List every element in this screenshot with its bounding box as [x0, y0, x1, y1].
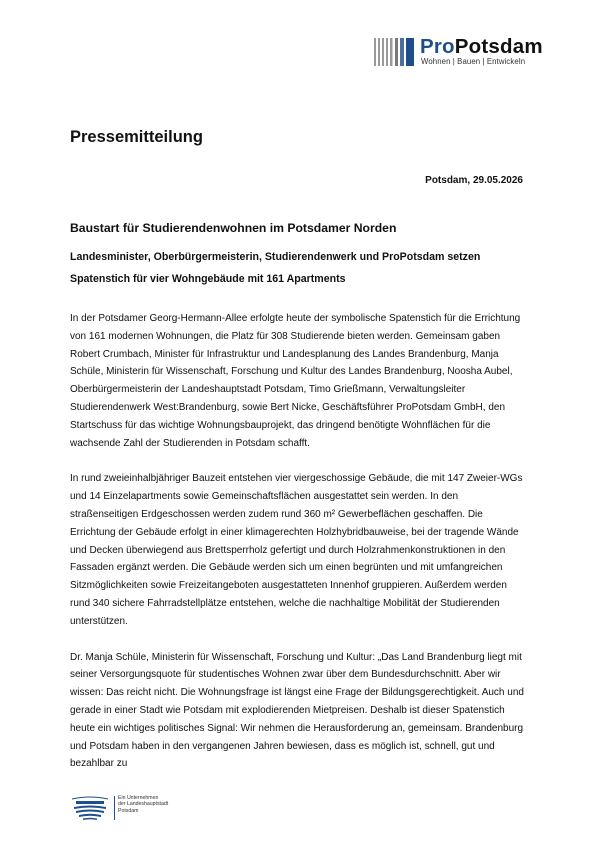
- footer-divider: [114, 796, 115, 820]
- paragraph: In der Potsdamer Georg-Hermann-Allee erfolgte heute der symbolische Spatenstich für die Errichtung von 161 modernen Wohnungen, die Platz für 308 Studierende bieten werden. Gemeinsam gaben Robert Crumbach, Minister für Infrastruktur und Landesplanung des Landes Brandenburg, Manja Schüle, Ministerin für Wissenschaft, Forschung und Kultur des Landes Brandenburg, Noosha Aubel, Oberbürgermeisterin der Landeshauptstadt Potsdam, Timo Grießmann, Verwaltungsleiter Studierendenwerk West:Brandenburg, sowie Bert Nicke, Geschäftsführer ProPotsdam GmbH, den Startschuss für das wichtige Wohnungsbauprojekt, das dringend benötigte Wohnflächen für die wachsende Zahl der Studierenden in Potsdam schafft.: [70, 313, 521, 449]
- footer-line: Ein Unternehmen: [118, 795, 159, 801]
- propotsdam-bars-logo-icon: [374, 36, 416, 68]
- place-date: Potsdam, 29.05.2026: [425, 175, 523, 186]
- subheadline: Landesminister, Oberbürgermeisterin, Studierendenwerk und ProPotsdam setzen Spatenstich für vier Wohngebäude mit 161 Apartments: [70, 251, 481, 285]
- paragraph: Dr. Manja Schüle, Ministerin für Wissenschaft, Forschung und Kultur: „Das Land Brandenburg liegt mit seiner Versorgungsquote für studentisches Wohnen zwar über dem Bundesdurchschnitt. Aber wir wissen: Das reicht nicht. Die Wohnungsfrage ist längst eine Frage der Bildungsgerechtigkeit. Auch und gerade in einer Stadt wie Potsdam mit explodierenden Mietpreisen. Deshalb ist dieser Spatenstich heute ein wichtiges politisches Signal: Wir nehmen die Herausforderung an, gemeinsam. Brandenburg und Potsdam haben in den vergangenen Jahren bewiesen, dass es möglich ist, schnell, gut und bezahlbar zu: [70, 651, 524, 770]
- footer-text: [118, 795, 198, 814]
- propotsdam-logo: [374, 36, 554, 70]
- footer-line: der Landeshauptstadt: [118, 801, 169, 808]
- potsdam-city-emblem-icon: [70, 795, 110, 821]
- logo-name-part1: Pro: [420, 35, 455, 58]
- logo-wordmark: [420, 37, 543, 57]
- paragraph: In rund zweieinhalbjähriger Bauzeit entstehen vier viergeschossige Gebäude, die mit 147 Zweier-WGs und 14 Einzelapartments sowie Gemeinschaftsflächen ausgestattet sein werden. In den straßenseitigen Erdgeschossen werden zudem rund 360 m² Gewerbeflächen geschaffen. Die Errichtung der Gebäude erfolgt in einer klimagerechten Holzhybridbauweise, bei der tragende Wände und Decken überwiegend aus Brettsperrholz gefertigt und durch Holzrahmenkonstruktionen in den Fassaden ergänzt werden. Die Gebäude werden sich um einen begrünten und mit umfangreichen Sitzmöglichkeiten sowie Freizeitangeboten ausgestatteten Innenhof gruppieren. Außerdem werden rund 340 sichere Fahrradstellplätze entstehen, welche die nachhaltige Mobilität der Studierenden unterstützen.: [70, 473, 523, 627]
- footer-city-logo: [70, 795, 200, 821]
- headline: Baustart für Studierendenwohnen im Potsdamer Norden: [70, 221, 397, 235]
- footer-line: Potsdam: [118, 807, 139, 814]
- document-type-label: Pressemitteilung: [70, 128, 203, 146]
- logo-tagline: Wohnen | Bauen | Entwickeln: [421, 57, 526, 66]
- body-text: [70, 310, 525, 791]
- logo-name-part2: Potsdam: [454, 35, 543, 58]
